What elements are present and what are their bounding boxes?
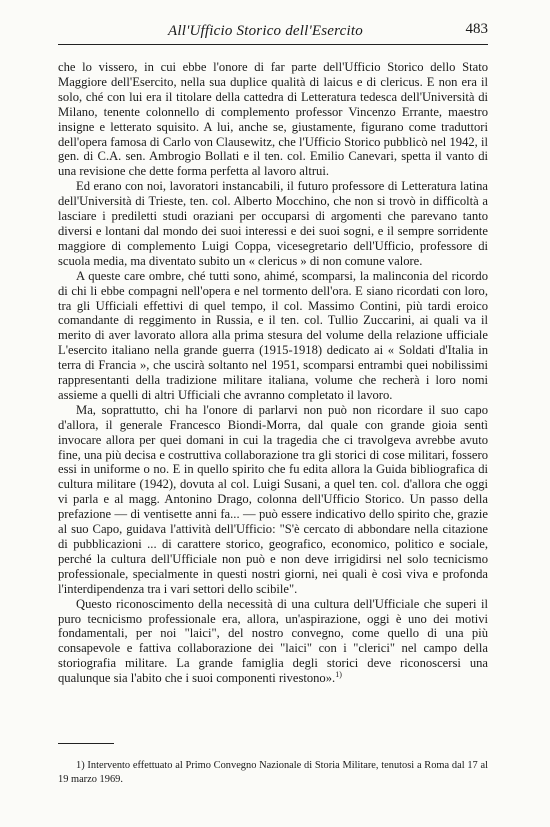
footnote-reference: 1): [335, 669, 342, 679]
body-text: [58, 60, 488, 686]
footnote-rule: [58, 743, 114, 744]
paragraph-5-text: Questo riconoscimento della necessità di una cultura dell'Ufficiale che superi il puro tecnicismo professionale era, allora, un'aspirazione, oggi è uno dei motivi fondamentali, per noi "laici", del nostro convegno, come quello di una più consapevole e fattiva collaborazione dei "laici" con i "clerici" nel campo della storiografia militare. La grande famiglia degli storici deve riconoscersi una qualunque sia l'abito che i suoi componenti rivestono».: [58, 596, 488, 686]
paragraph-5: [58, 597, 488, 686]
paragraph-4: Ma, soprattutto, chi ha l'onore di parlarvi non può non ricordare il suo capo d'allora, il generale Francesco Biondi-Morra, dal quale con grande gioia sentì invocare allora per quei domani in cui la tragedia che ci travolgeva avrebbe avuto fine, una più decisa e costruttiva collaborazione tra gli storici di cose militari, fossero essi in uniforme o no. E in quello spirito che fu edita allora la Guida bibliografica di cultura militare (1942), dovuta al col. Luigi Susani, a quel ten. col. d'allora che oggi vi parla e al magg. Antonino Drago, colonna dell'Ufficio Storico. Un passo della prefazione — di ventisette anni fa... — può essere indicativo dello spirito che, grazie al suo Capo, guidava l'attività dell'Ufficio: "S'è cercato di abbondare nella citazione di pubblicazioni ... di carattere storico, geografico, economico, politico e sociale, perché la cultura dell'Ufficiale non può e non deve irrigidirsi nel solo tecnicismo professionale, specialmente in questi nostri giorni, nei quali è così viva e profonda l'interdipendenza tra i vari settori dello scibile".: [58, 402, 488, 596]
paragraph-3: A queste care ombre, ché tutti sono, ahimé, scomparsi, la malinconia del ricordo di chi li ebbe compagni nell'opera e nel tormento dell'ora. E siano ricordati con loro, tra gli Ufficiali effettivi di quel tempo, il col. Massimo Contini, più tardi eroico comandante di reggimento in Russia, e il ten. col. Tullio Zuccarini, ai quali va il merito di aver lavorato allora alla prima stesura del volume della relazione ufficiale L'esercito italiano nella grande guerra (1915-1918) dedicato ai « Soldati d'Italia in terra di Francia », che uscirà soltanto nel 1951, scomparsi entrambi quei nobilissimi rappresentanti della tradizione militare italiana, volume che recherà i loro nomi assieme a quelli di altri Ufficiali che avranno completato il lavoro.: [58, 268, 488, 402]
footnote: 1) Intervento effettuato al Primo Convegno Nazionale di Storia Militare, tenutosi a Roma dal 17 al 19 marzo 1969.: [58, 760, 488, 785]
paragraph-2: Ed erano con noi, lavoratori instancabili, il futuro professore di Letteratura latina dell'Università di Trieste, ten. col. Alberto Mocchino, che non si trovò in difficoltà a lasciare i prediletti studi oraziani per occuparsi di argomenti che parevano tanto diversi e lontani dal mondo dei suoi interessi e dei suoi sogni, e il sempre sorridente maggiore di complemento Luigi Coppa, vicesegretario dell'Ufficio, professore di scuola media, ma diventato subito un « clericus » di non comune valore.: [58, 179, 488, 268]
running-head: All'Ufficio Storico dell'Esercito: [168, 23, 363, 39]
paragraph-1: che lo vissero, in cui ebbe l'onore di far parte dell'Ufficio Storico dello Stato Maggiore dell'Esercito, nella sua duplice qualità di laicus e di clericus. E non era il solo, ché con lui era il titolare della cattedra di Letteratura tedesca dell'Università di Milano, tenente colonnello di complemento professor Vincenzo Errante, maestro insigne e letterato squisito. A lui, anche se, giustamente, figurano come traduttori dell'opera famosa di Carlo von Clausewitz, che l'Ufficio Storico pubblicò nel 1942, il gen. di C.A. sen. Ambrogio Bollati e il ten. col. Emilio Canevari, spetta il vanto di una revisione che dette forma perfetta al lavoro altrui.: [58, 60, 488, 179]
page-number: 483: [465, 21, 488, 37]
page-header: [58, 20, 488, 45]
